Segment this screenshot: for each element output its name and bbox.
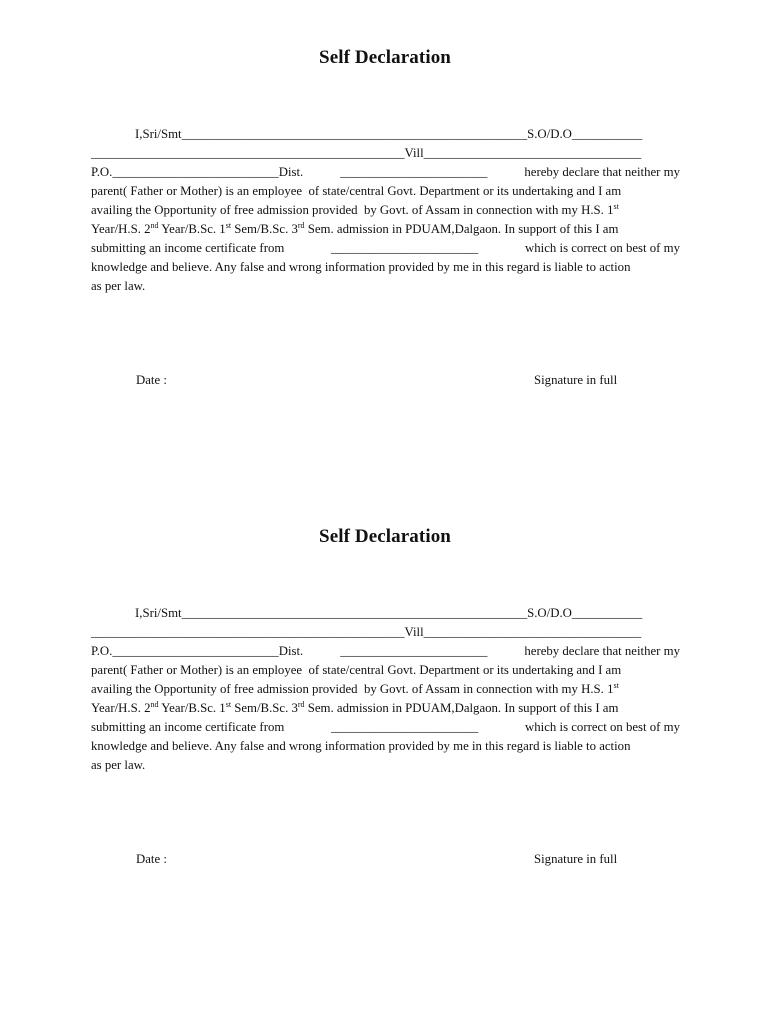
signature-label: Signature in full bbox=[534, 852, 618, 866]
superscript: st bbox=[225, 700, 232, 709]
name-label: I,Sri/Smt bbox=[135, 127, 182, 141]
body-line-6-d: Sem. admission in PDUAM,Dalgaon. In support of this I am bbox=[304, 701, 619, 715]
village-blank: __________________________________ bbox=[423, 625, 642, 639]
relation-label: S.O/D.O bbox=[527, 127, 572, 141]
relation-name-blank: _________________________________________________ bbox=[91, 625, 405, 639]
po-group bbox=[91, 163, 303, 182]
po-label: P.O. bbox=[91, 644, 113, 658]
name-label: I,Sri/Smt bbox=[135, 606, 182, 620]
declaration-form-1 bbox=[0, 0, 770, 480]
body-line-6 bbox=[91, 220, 680, 239]
certificate-line bbox=[91, 718, 680, 737]
superscript: rd bbox=[297, 700, 305, 709]
village-line bbox=[91, 623, 680, 642]
village-label: Vill bbox=[404, 625, 424, 639]
certificate-text: which is correct on best of my bbox=[525, 720, 680, 734]
village-label: Vill bbox=[404, 146, 424, 160]
dist-label: Dist. bbox=[278, 644, 304, 658]
superscript: nd bbox=[150, 221, 159, 230]
declaration-body bbox=[91, 125, 680, 296]
body-line-6-c: Sem/B.Sc. 3 bbox=[231, 701, 298, 715]
po-blank: __________________________ bbox=[112, 644, 279, 658]
po-dist-line bbox=[91, 163, 680, 182]
po-blank: __________________________ bbox=[112, 165, 279, 179]
body-line-5 bbox=[91, 680, 680, 699]
declare-text: hereby declare that neither my bbox=[524, 644, 680, 658]
declaration-body bbox=[91, 604, 680, 775]
body-line-6-a: Year/H.S. 2 bbox=[91, 701, 151, 715]
po-dist-line bbox=[91, 642, 680, 661]
signature-label: Signature in full bbox=[534, 373, 618, 387]
body-line-6-b: Year/B.Sc. 1 bbox=[158, 701, 226, 715]
body-line-4: parent( Father or Mother) is an employee of state/central Govt. Department or its undertaking and I am bbox=[91, 663, 622, 677]
body-line-9: as per law. bbox=[91, 279, 146, 293]
body-line-8: knowledge and believe. Any false and wrong information provided by me in this regard is liable to action bbox=[91, 739, 631, 753]
superscript: st bbox=[225, 221, 232, 230]
village-blank: __________________________________ bbox=[423, 146, 642, 160]
certificate-text: which is correct on best of my bbox=[525, 241, 680, 255]
declaration-form-2 bbox=[0, 479, 770, 959]
body-line-4: parent( Father or Mother) is an employee of state/central Govt. Department or its undertaking and I am bbox=[91, 184, 622, 198]
relation-blank: ___________ bbox=[571, 127, 643, 141]
relation-label: S.O/D.O bbox=[527, 606, 572, 620]
superscript: st bbox=[613, 202, 619, 211]
certificate-blank: _______________________ bbox=[331, 241, 479, 255]
body-line-5-text: availing the Opportunity of free admission provided by Govt. of Assam in connection with my H.S. 1 bbox=[91, 203, 614, 217]
body-line-6-b: Year/B.Sc. 1 bbox=[158, 222, 226, 236]
superscript: rd bbox=[297, 221, 305, 230]
village-line bbox=[91, 144, 680, 163]
relation-name-blank: _________________________________________________ bbox=[91, 146, 405, 160]
name-blank: ______________________________________________________ bbox=[181, 127, 528, 141]
po-group bbox=[91, 642, 303, 661]
name-line bbox=[91, 604, 680, 623]
body-line-6-c: Sem/B.Sc. 3 bbox=[231, 222, 298, 236]
date-label: Date : bbox=[136, 373, 167, 387]
dist-blank: _______________________ bbox=[340, 644, 488, 658]
body-line-6 bbox=[91, 699, 680, 718]
form-title: Self Declaration bbox=[319, 47, 451, 68]
form-title: Self Declaration bbox=[319, 526, 451, 547]
name-line bbox=[91, 125, 680, 144]
certificate-label: submitting an income certificate from bbox=[91, 241, 285, 255]
declare-text: hereby declare that neither my bbox=[524, 165, 680, 179]
body-line-5 bbox=[91, 201, 680, 220]
po-label: P.O. bbox=[91, 165, 113, 179]
superscript: st bbox=[613, 681, 619, 690]
relation-blank: ___________ bbox=[571, 606, 643, 620]
body-line-6-a: Year/H.S. 2 bbox=[91, 222, 151, 236]
body-line-9: as per law. bbox=[91, 758, 146, 772]
certificate-line bbox=[91, 239, 680, 258]
certificate-blank: _______________________ bbox=[331, 720, 479, 734]
name-blank: ______________________________________________________ bbox=[181, 606, 528, 620]
body-line-5-text: availing the Opportunity of free admission provided by Govt. of Assam in connection with my H.S. 1 bbox=[91, 682, 614, 696]
dist-label: Dist. bbox=[278, 165, 304, 179]
body-line-8: knowledge and believe. Any false and wrong information provided by me in this regard is liable to action bbox=[91, 260, 631, 274]
superscript: nd bbox=[150, 700, 159, 709]
certificate-label: submitting an income certificate from bbox=[91, 720, 285, 734]
body-line-6-d: Sem. admission in PDUAM,Dalgaon. In support of this I am bbox=[304, 222, 619, 236]
date-label: Date : bbox=[136, 852, 167, 866]
dist-blank: _______________________ bbox=[340, 165, 488, 179]
